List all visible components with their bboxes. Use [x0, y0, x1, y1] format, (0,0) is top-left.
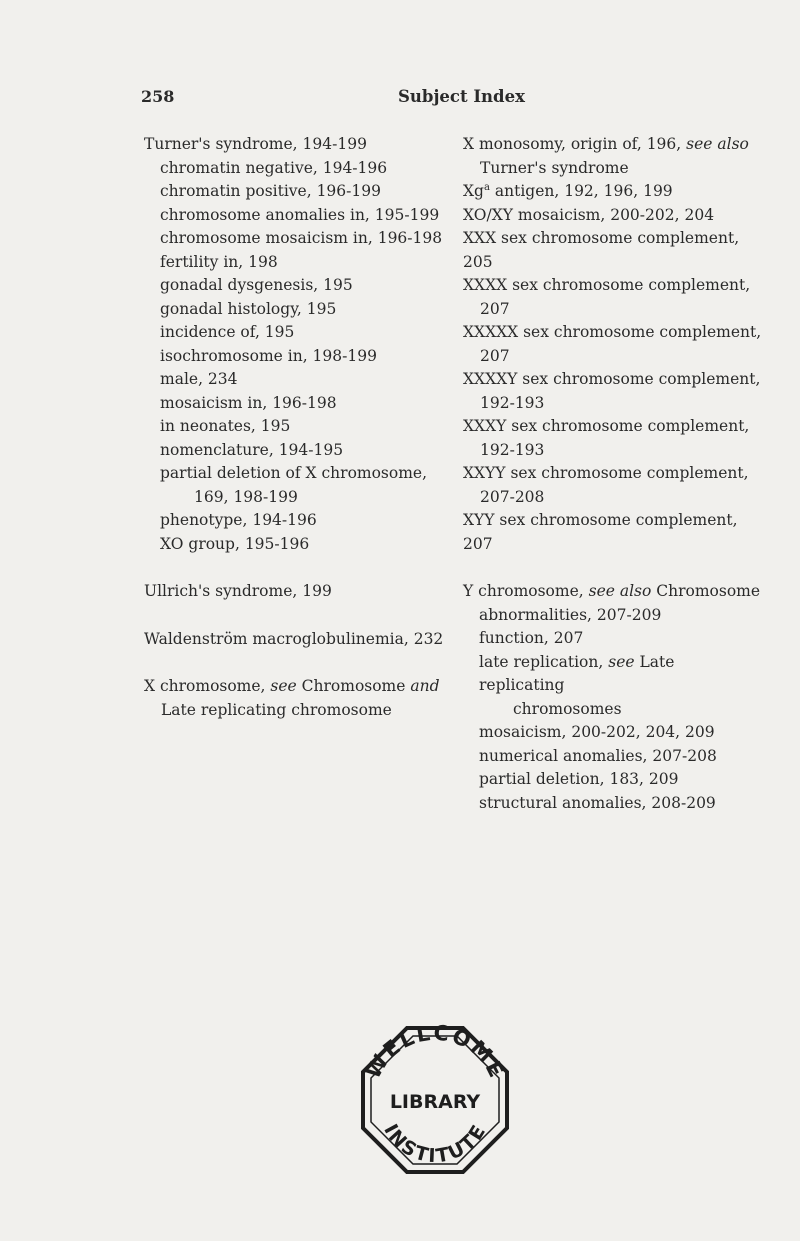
index-subentry: chromosome mosaicism in, 196-198 [160, 229, 443, 247]
index-subentry: XO group, 195-196 [160, 534, 310, 553]
heading-text: Xg [463, 182, 484, 200]
index-entry-waldenstrom [144, 628, 444, 652]
subentry-text: Late replicating [479, 652, 675, 694]
heading-continuation: Turner's syndrome [480, 158, 629, 177]
index-main-heading: Waldenström macroglobulinemia, 232 [144, 629, 444, 648]
index-entry [463, 509, 763, 556]
index-entry-y-chromosome [463, 580, 763, 815]
index-main-heading: XXX sex chromosome complement, 205 [463, 229, 740, 271]
index-subentry: partial deletion, 183, 209 [479, 770, 679, 788]
index-main-heading: Turner's syndrome, 194-199 [144, 135, 367, 153]
heading-text: XXXXX sex chromosome complement, [463, 323, 762, 341]
heading-continuation: Late replicating chromosome [161, 700, 392, 719]
superscript: a [483, 181, 490, 193]
index-subentry: gonadal histology, 195 [160, 299, 337, 318]
and-reference: and [410, 677, 440, 695]
stamp-ring-bottom: INSTITUTE [379, 1119, 491, 1168]
index-entry [463, 368, 763, 415]
subentry-text: late replication, [479, 652, 609, 671]
see-also-reference: see also [588, 582, 652, 600]
index-main-heading [463, 180, 763, 204]
subentry-continuation: 169, 198-199 [194, 487, 298, 506]
heading-text: Chromosome [296, 677, 411, 695]
index-entry [463, 227, 763, 274]
index-entry-turners-syndrome [144, 133, 444, 556]
index-subentry: function, 207 [479, 629, 584, 647]
index-main-heading [463, 580, 763, 604]
index-subentry: isochromosome in, 198-199 [160, 346, 377, 365]
index-subentry: abnormalities, 207-209 [479, 605, 662, 624]
heading-text: XXYY sex chromosome complement, [463, 464, 749, 482]
heading-text: XXXX sex chromosome complement, [463, 276, 751, 294]
index-subentry: phenotype, 194-196 [160, 511, 317, 529]
index-subentry: mosaicism, 200-202, 204, 209 [479, 723, 715, 741]
index-entry [463, 321, 763, 368]
index-subentry: mosaicism in, 196-198 [160, 393, 337, 412]
see-also-reference: see also [686, 135, 749, 153]
index-entry [463, 415, 763, 462]
index-subentry-late-replication [463, 651, 763, 722]
index-entry [463, 204, 763, 228]
index-subentry: incidence of, 195 [160, 323, 295, 341]
index-subentry: structural anomalies, 208-209 [479, 793, 716, 812]
left-column [144, 133, 444, 722]
index-subentry: male, 234 [160, 370, 238, 388]
right-column [463, 133, 763, 815]
index-entry [463, 274, 763, 321]
index-main-heading [463, 415, 763, 462]
index-entry-xga-antigen [463, 180, 763, 204]
index-subentry: gonadal dysgenesis, 195 [160, 276, 353, 294]
heading-text: XXXY sex chromosome complement, [463, 417, 750, 435]
heading-text: X monosomy, origin of, 196, [463, 135, 687, 153]
index-main-heading [463, 133, 763, 180]
library-stamp-logo [357, 1022, 513, 1178]
heading-continuation: 192-193 [480, 440, 545, 459]
see-reference: see [608, 652, 635, 671]
index-subentry-partial-deletion [144, 462, 444, 509]
heading-continuation: 207 [480, 346, 510, 365]
index-subentry: chromatin negative, 194-196 [160, 158, 388, 177]
heading-text: antigen, 192, 196, 199 [489, 182, 673, 200]
subentry-line: partial deletion of X chromosome, [160, 464, 428, 482]
heading-continuation: 192-193 [480, 393, 545, 412]
index-entry-ullrich [144, 580, 444, 604]
running-head: Subject Index [398, 87, 525, 106]
subentry-continuation: chromosomes [513, 699, 622, 718]
index-main-heading [463, 462, 763, 509]
index-main-heading: XYY sex chromosome complement, 207 [463, 511, 738, 553]
heading-continuation: 207-208 [480, 487, 545, 506]
index-subentry: numerical anomalies, 207-208 [479, 746, 717, 765]
index-subentry: nomenclature, 194-195 [160, 440, 344, 459]
index-subentry: chromosome anomalies in, 195-199 [160, 205, 440, 224]
heading-text: XXXXY sex chromosome complement, [463, 370, 761, 388]
index-entry-x-chromosome [144, 675, 444, 722]
stamp-library-text: LIBRARY [389, 1091, 481, 1113]
index-subentry: in neonates, 195 [160, 417, 291, 435]
index-subentry: fertility in, 198 [160, 252, 278, 271]
heading-text: Y chromosome, [463, 582, 589, 600]
index-subentry: chromatin positive, 196-199 [160, 182, 381, 200]
index-main-heading [463, 321, 763, 368]
page-number: 258 [141, 87, 175, 106]
index-main-heading [463, 274, 763, 321]
index-main-heading: XO/XY mosaicism, 200-202, 204 [463, 205, 715, 224]
index-main-heading [463, 368, 763, 415]
stamp-ring-top: WELLCOME [360, 1022, 510, 1083]
see-reference: see [270, 677, 297, 695]
heading-text: Chromosome [651, 582, 761, 600]
index-main-heading [144, 675, 444, 722]
index-entry [463, 462, 763, 509]
index-main-heading: Ullrich's syndrome, 199 [144, 582, 332, 600]
heading-text: X chromosome, [144, 677, 271, 695]
index-entry-x-monosomy [463, 133, 763, 180]
heading-continuation: 207 [480, 299, 510, 318]
